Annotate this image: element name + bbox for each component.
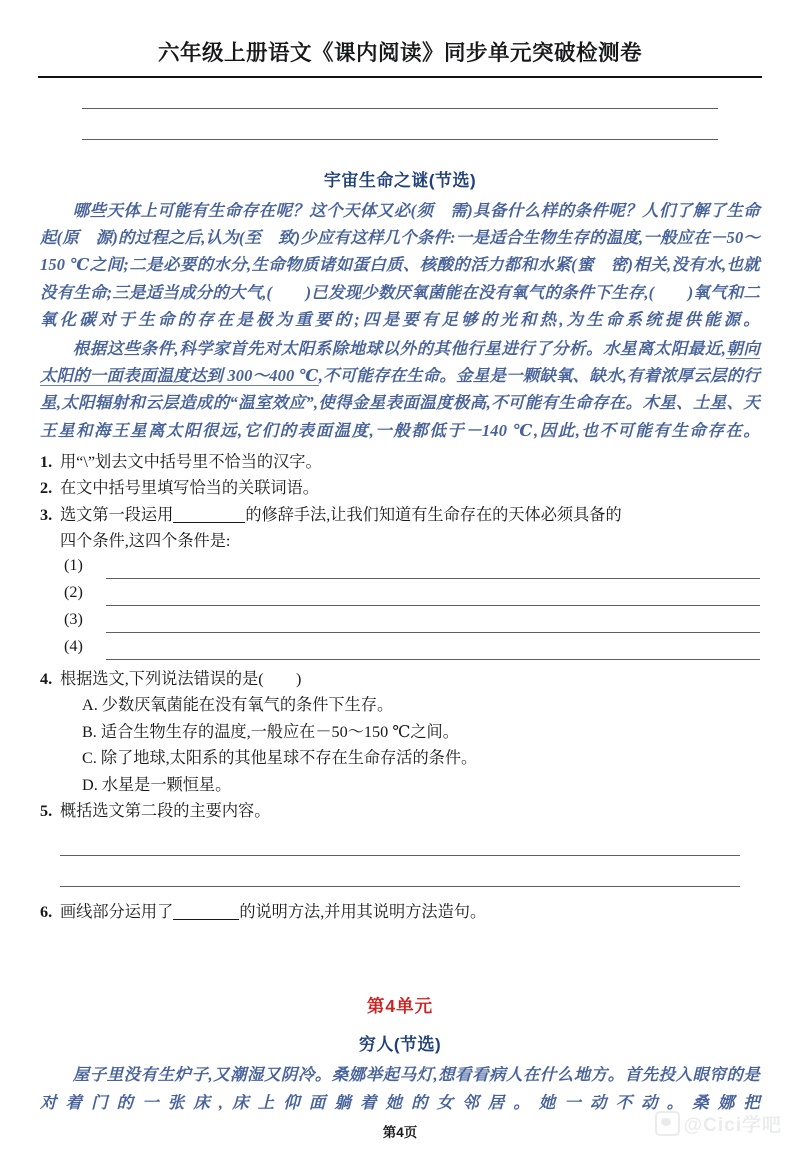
question-3-sub-1-label: (1)	[64, 555, 83, 574]
question-3-text-after: 的修辞手法,让我们知道有生命存在的天体必须具备的	[245, 505, 622, 524]
passage-body-yuzhou	[40, 197, 760, 444]
baidu-paw-icon	[655, 1111, 680, 1136]
question-3-blank[interactable]	[173, 522, 245, 523]
page-title: 六年级上册语文《课内阅读》同步单元突破检测卷	[157, 41, 642, 65]
question-5	[40, 798, 760, 825]
question-3-sub-1	[40, 555, 760, 582]
question-4-option-a[interactable]: A. 少数厌氧菌能在没有氧气的条件下生存。	[82, 696, 394, 715]
question-2-text: 在文中括号里填写恰当的关联词语。	[60, 479, 319, 498]
passage-title-yuzhou: 宇宙生命之谜(节选)	[323, 171, 477, 190]
passage-paragraph-2: 根据这些条件,科学家首先对太阳系除地球以外的其他行星进行了分析。水星离太阳最近,朝向太阳的一面表面温度达到 300～400 ℃,不可能存在生命。金星是一颗缺氧、缺水,有着浓厚云层的行星,太阳辐射和云层造成的“温室效应”,使得金星表面温度极高,不可能有生命存在。木星、土星、天王星和海王星离太阳很远,它们的表面温度,一般都低于－140 ℃,因此,也不可能有生命存在。	[40, 339, 760, 440]
answer-line[interactable]	[82, 108, 718, 109]
question-3-text-before: 选文第一段运用	[60, 505, 174, 524]
question-3-text-line2: 四个条件,这四个条件是:	[60, 532, 231, 551]
question-4	[40, 666, 760, 693]
top-answer-lines	[40, 108, 760, 140]
answer-line[interactable]	[106, 605, 760, 606]
question-5-number: 5.	[40, 802, 53, 821]
question-3-sub-4-label: (4)	[64, 636, 83, 655]
passage-paragraph-qiongren: 屋子里没有生炉子,又潮湿又阴冷。桑娜举起马灯,想看看病人在什么地方。首先投入眼帘的是对着门的一张床,床上仰面躺着她的女邻居。她一动不动。桑娜把	[40, 1065, 760, 1112]
underlined-phrase: 朝向太阳的一面表面温度达到 300～400 ℃	[40, 339, 760, 386]
question-4-number: 4.	[40, 669, 53, 688]
question-6	[40, 899, 760, 926]
question-4-option-c[interactable]: C. 除了地球,太阳系的其他星球不存在生命存活的条件。	[82, 749, 478, 768]
question-3	[40, 502, 760, 555]
answer-line[interactable]	[106, 659, 760, 660]
question-3-sub-2-label: (2)	[64, 582, 83, 601]
page-footer: 第4页	[382, 1125, 418, 1140]
question-5-answer-lines	[40, 855, 760, 887]
watermark-text: @Cici学吧	[683, 1115, 782, 1136]
answer-line[interactable]	[60, 886, 740, 887]
unit-heading: 第4单元	[366, 996, 434, 1017]
question-6-blank[interactable]	[173, 919, 239, 920]
passage-title-qiongren: 穷人(节选)	[358, 1035, 442, 1055]
question-3-sub-2	[40, 582, 760, 609]
question-6-number: 6.	[40, 902, 53, 921]
question-6-text-before: 画线部分运用了	[60, 902, 174, 921]
watermark	[655, 1110, 782, 1137]
question-2	[40, 475, 760, 502]
answer-line[interactable]	[106, 578, 760, 579]
question-3-sub-3-label: (3)	[64, 609, 83, 628]
answer-line[interactable]	[106, 632, 760, 633]
passage-paragraph-1: 哪些天体上可能有生命存在呢？这个天体又必(须 需)具备什么样的条件呢？人们了解了生命起(原 源)的过程之后,认为(至 致)少应有这样几个条件:一是适合生物生存的温度,一般应在－50～150 ℃之间;二是必要的水分,生命物质诸如蛋白质、核酸的活力都和水紧(蜜 密)相关,没有水,也就没有生命;三是适当成分的大气,( )已发现少数厌氧菌能在没有氧气的条件下生存,( )氧气和二氧化碳对于生命的存在是极为重要的;四是要有足够的光和热,为生命系统提供能源。	[40, 201, 760, 329]
question-6-text-after: 的说明方法,并用其说明方法造句。	[239, 902, 487, 921]
passage-body-qiongren	[40, 1061, 760, 1115]
question-1-text: 用“\”划去文中括号里不恰当的汉字。	[60, 452, 322, 471]
question-3-sub-3	[40, 609, 760, 636]
question-3-number: 3.	[40, 505, 53, 524]
title-divider	[38, 76, 762, 78]
question-5-text: 概括选文第二段的主要内容。	[60, 802, 271, 821]
question-1-number: 1.	[40, 452, 53, 471]
question-1	[40, 449, 760, 476]
question-4-option-b[interactable]: B. 适合生物生存的温度,一般应在－50～150 ℃之间。	[82, 722, 459, 741]
question-3-sub-4	[40, 636, 760, 663]
question-4-option-d[interactable]: D. 水星是一颗恒星。	[82, 775, 232, 794]
question-2-number: 2.	[40, 479, 53, 498]
question-4-text: 根据选文,下列说法错误的是( )	[60, 669, 302, 688]
answer-line[interactable]	[60, 855, 740, 856]
